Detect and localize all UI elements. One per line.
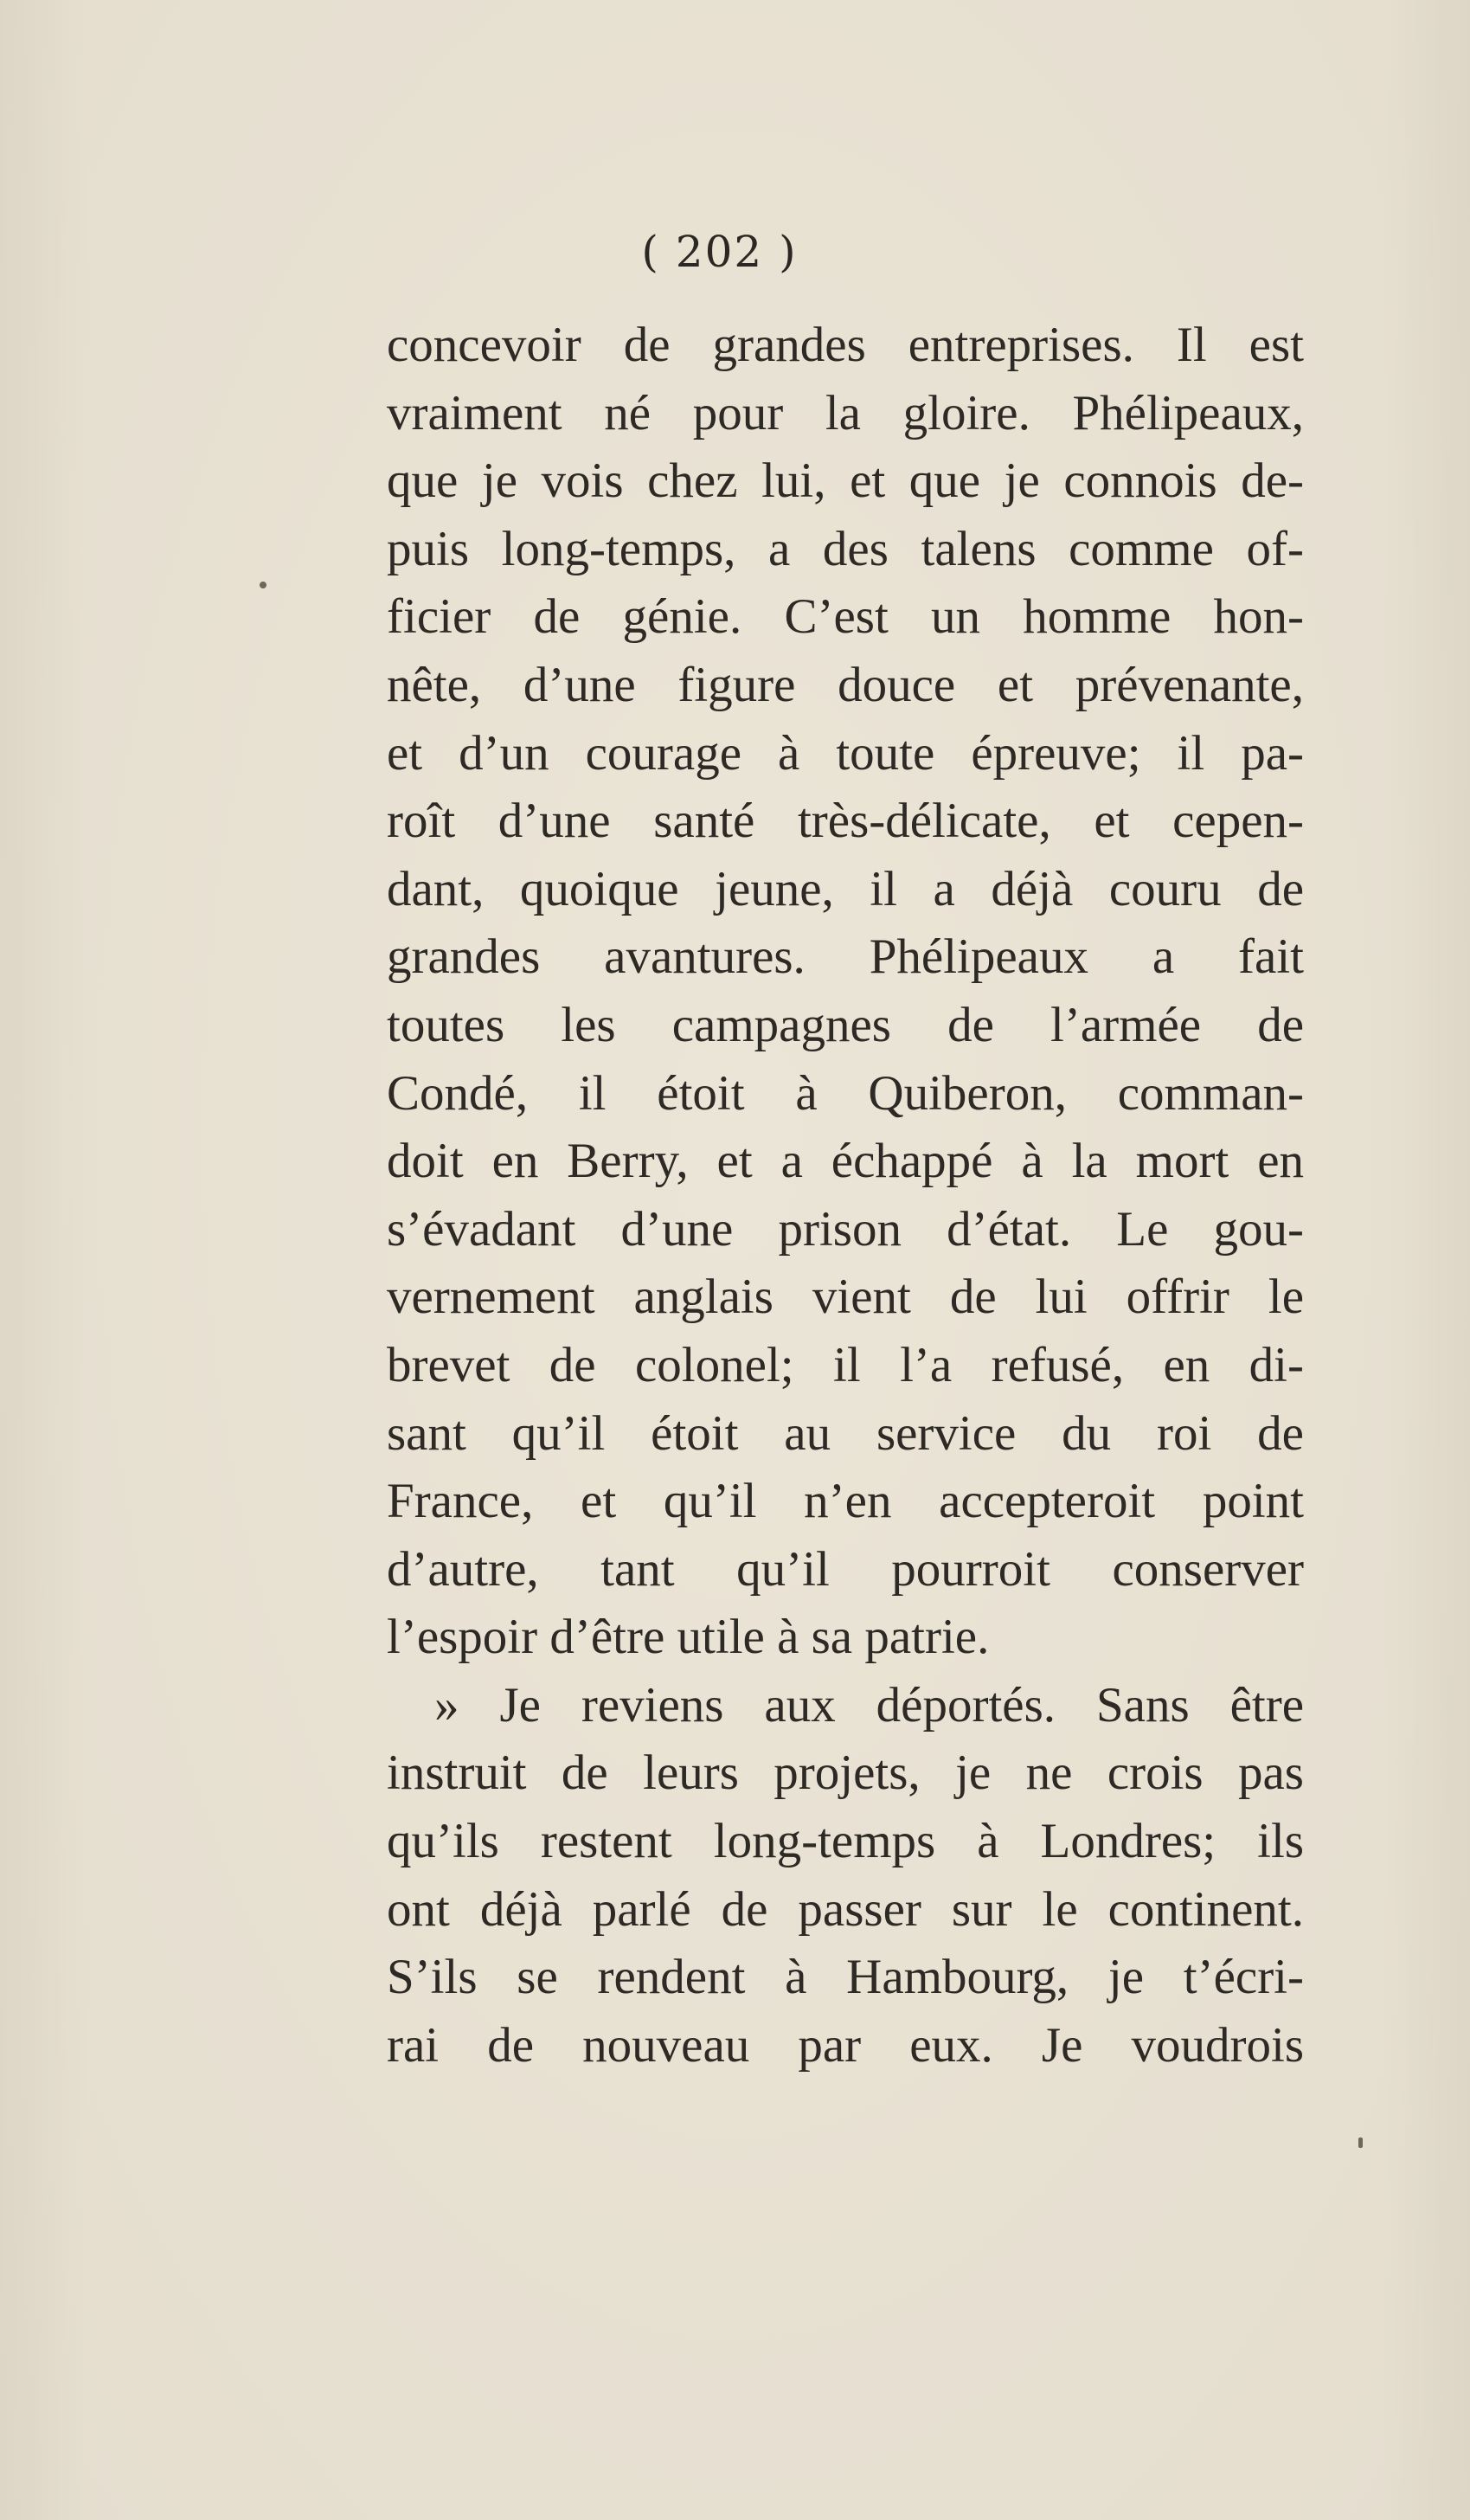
text-line: roît d’une santé très-délicate, et cepen- — [387, 794, 1304, 849]
body-text — [387, 312, 1304, 2080]
text-line: doit en Berry, et a échappé à la mort en — [387, 1134, 1304, 1189]
text-line: France, et qu’il n’en accepteroit point — [387, 1474, 1304, 1529]
paper-speck — [1358, 2138, 1363, 2148]
text-line: vraiment né pour la gloire. Phélipeaux, — [387, 385, 1304, 440]
text-line: brevet de colonel; il l’a refusé, en di- — [387, 1337, 1304, 1392]
text-line: qu’ils restent long-temps à Londres; ils — [387, 1814, 1304, 1869]
text-line: toutes les campagnes de l’armée de — [387, 997, 1304, 1052]
text-line: concevoir de grandes entreprises. Il est — [387, 318, 1304, 372]
text-line: que je vois chez lui, et que je connois de- — [387, 453, 1304, 509]
text-line: ont déjà parlé de passer sur le continent. — [387, 1881, 1304, 1937]
text-line: s’évadant d’une prison d’état. Le gou- — [387, 1201, 1304, 1257]
text-line: instruit de leurs projets, je ne crois pas — [387, 1745, 1304, 1801]
text-line: S’ils se rendent à Hambourg, je t’écri- — [387, 1950, 1304, 2005]
text-line: Condé, il étoit à Quiberon, comman- — [387, 1065, 1304, 1121]
paragraph-end-line: l’espoir d’être utile à sa patrie. — [387, 1610, 990, 1665]
text-line: dant, quoique jeune, il a déjà couru de — [387, 861, 1304, 916]
text-line: vernement anglais vient de lui offrir le — [387, 1270, 1304, 1325]
text-line: d’autre, tant qu’il pourroit conserver — [387, 1541, 1304, 1597]
text-line: puis long-temps, a des talens comme of- — [387, 521, 1304, 576]
text-line: ficier de génie. C’est un homme hon- — [387, 589, 1304, 645]
text-line: grandes avantures. Phélipeaux a fait — [387, 929, 1304, 985]
paragraph-start-line: » Je reviens aux déportés. Sans être — [434, 1677, 1304, 1732]
text-line: sant qu’il étoit au service du roi de — [387, 1405, 1304, 1461]
text-line: rai de nouveau par eux. Je voudrois — [387, 2017, 1304, 2073]
page-number: ( 202 ) — [641, 227, 798, 277]
text-line: nête, d’une figure douce et prévenante, — [387, 657, 1304, 712]
text-line: et d’un courage à toute épreuve; il pa- — [387, 725, 1304, 781]
paper-speck — [260, 582, 266, 588]
